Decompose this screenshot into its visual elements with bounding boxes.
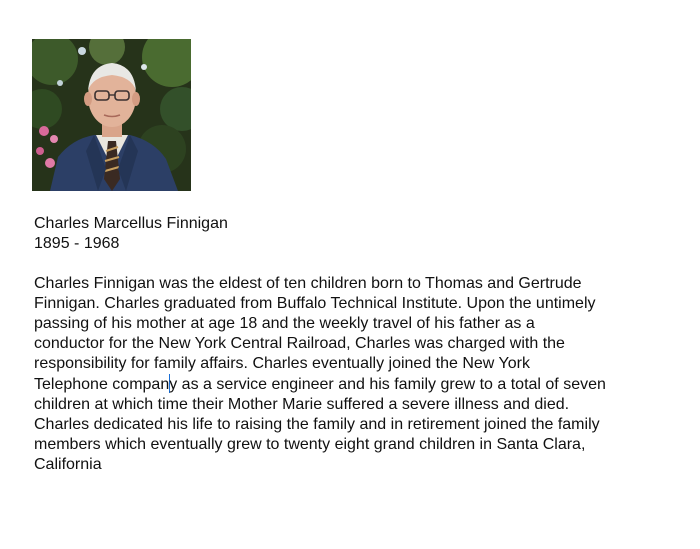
biography-text[interactable] xyxy=(34,274,674,475)
bio-line-with-caret xyxy=(34,374,674,395)
portrait-photo xyxy=(32,39,191,191)
bio-line: responsibility for family affairs. Charles eventually joined the New York xyxy=(34,355,530,372)
person-heading xyxy=(34,214,228,254)
bio-line: Charles dedicated his life to raising the family and in retirement joined the family xyxy=(34,416,600,433)
bio-line: passing of his mother at age 18 and the weekly travel of his father as a xyxy=(34,315,535,332)
bio-line: Finnigan. Charles graduated from Buffalo Technical Institute. Upon the untimely xyxy=(34,295,596,312)
bio-line-segment: Telephone compan xyxy=(34,376,170,393)
bio-line: California xyxy=(34,456,102,473)
bio-line-segment: y as a service engineer and his family grew to a total of seven xyxy=(169,376,606,393)
bio-line: conductor for the New York Central Railroad, Charles was charged with the xyxy=(34,335,565,352)
person-name: Charles Marcellus Finnigan xyxy=(34,215,228,232)
bio-line: members which eventually grew to twenty eight grand children in Santa Clara, xyxy=(34,436,586,453)
bio-line: Charles Finnigan was the eldest of ten children born to Thomas and Gertrude xyxy=(34,275,582,292)
bio-line: children at which time their Mother Marie suffered a severe illness and died. xyxy=(34,396,570,413)
life-dates: 1895 - 1968 xyxy=(34,235,120,252)
